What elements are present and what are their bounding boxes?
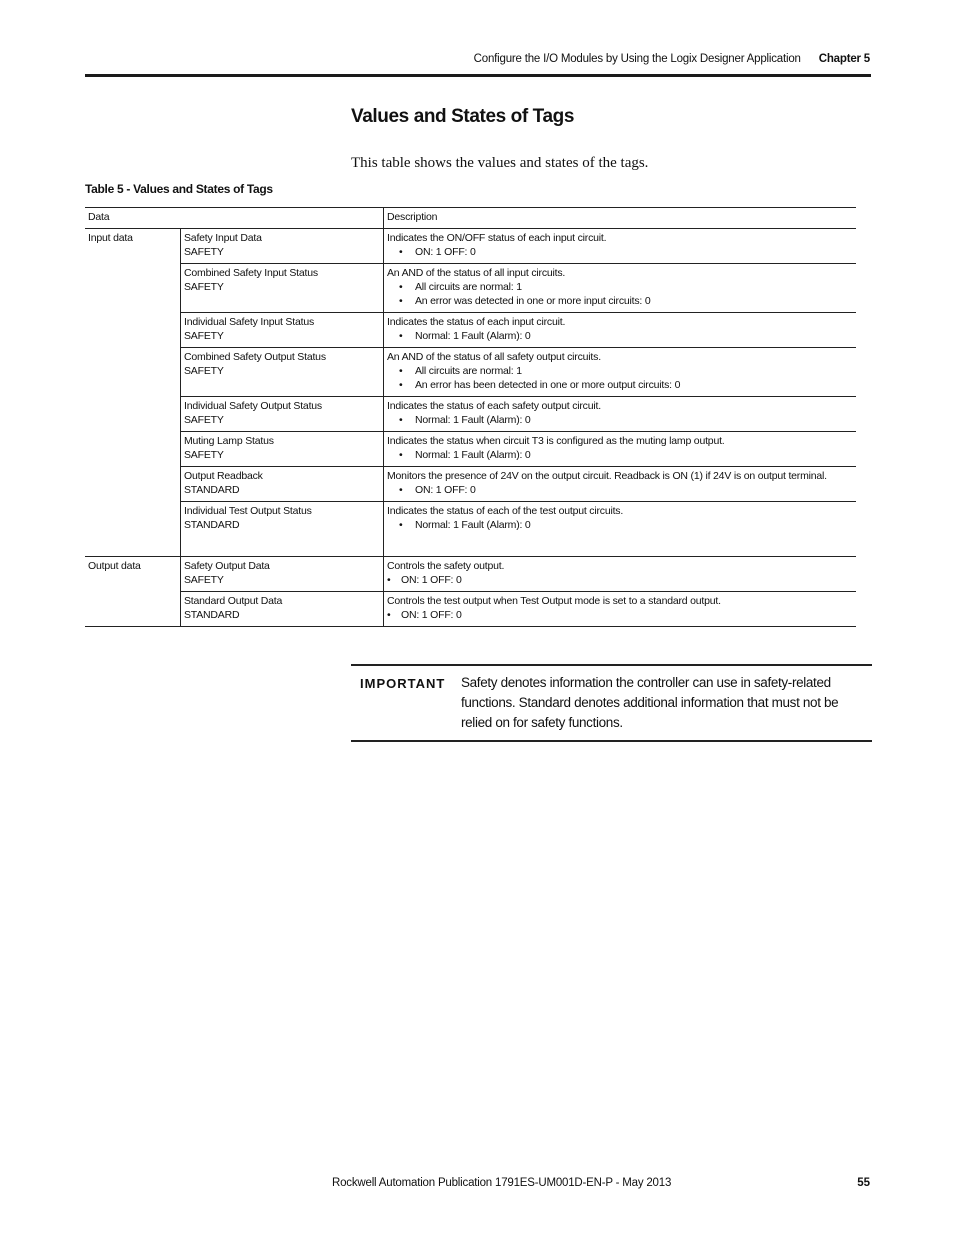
- footer-publication: Rockwell Automation Publication 1791ES-UM001D-EN-P - May 2013: [332, 1177, 672, 1189]
- bullet-item: • Normal: 1 Fault (Alarm): 0: [387, 413, 853, 427]
- tag-name: Combined Safety Output Status: [184, 351, 326, 363]
- table-row: [85, 557, 856, 592]
- table-row: [85, 592, 856, 627]
- page-number: 55: [857, 1177, 870, 1189]
- important-text: Safety denotes information the controller can use in safety-related functions. Standard denotes additional information that must not be relied on for safety functions.: [461, 675, 839, 730]
- bullet-item: • Normal: 1 Fault (Alarm): 0: [387, 448, 853, 462]
- tag-description: Controls the safety output.: [387, 560, 505, 572]
- bullet-item: • ON: 1 OFF: 0: [387, 573, 853, 587]
- table-row: [85, 432, 856, 467]
- tag-name: Combined Safety Input Status: [184, 267, 318, 279]
- bullet-item: • ON: 1 OFF: 0: [387, 245, 853, 259]
- tag-description: Indicates the status of each of the test output circuits.: [387, 505, 624, 517]
- tag-description: Indicates the status of each safety output circuit.: [387, 400, 601, 412]
- tag-name: Standard Output Data: [184, 595, 283, 607]
- tag-description: Indicates the status of each input circuit.: [387, 316, 566, 328]
- bullet-item: • Normal: 1 Fault (Alarm): 0: [387, 329, 853, 343]
- tag-name: Individual Safety Output Status: [184, 400, 322, 412]
- tag-name: Individual Test Output Status: [184, 505, 312, 517]
- intro-text: This table shows the values and states of the tags.: [351, 155, 649, 171]
- tag-type: SAFETY: [184, 414, 224, 426]
- tag-type: SAFETY: [184, 330, 224, 342]
- tag-description: An AND of the status of all input circuits.: [387, 267, 566, 279]
- bullet-item: • All circuits are normal: 1: [387, 280, 853, 294]
- bullet-item: • An error was detected in one or more input circuits: 0: [387, 294, 853, 308]
- tag-description: Indicates the status when circuit T3 is configured as the muting lamp output.: [387, 435, 725, 447]
- tag-description: Indicates the ON/OFF status of each input circuit.: [387, 232, 607, 244]
- tag-type: STANDARD: [184, 484, 240, 496]
- table-header-row: [85, 208, 856, 229]
- group-label-output: Output data: [85, 557, 181, 627]
- tag-type: SAFETY: [184, 574, 224, 586]
- tag-name: Safety Input Data: [184, 232, 262, 244]
- table-row: [85, 348, 856, 397]
- tag-description: An AND of the status of all safety output circuits.: [387, 351, 601, 363]
- bullet-item: • An error has been detected in one or more output circuits: 0: [387, 378, 853, 392]
- group-label-input: Input data: [85, 229, 181, 557]
- header-rule: [85, 74, 871, 77]
- tag-type: STANDARD: [184, 609, 240, 621]
- tag-name: Muting Lamp Status: [184, 435, 274, 447]
- tag-type: SAFETY: [184, 246, 224, 258]
- tag-name: Individual Safety Input Status: [184, 316, 315, 328]
- header-chapter: Chapter 5: [818, 53, 870, 65]
- table-row: [85, 264, 856, 313]
- important-note: [351, 664, 872, 742]
- bullet-item: • Normal: 1 Fault (Alarm): 0: [387, 518, 853, 532]
- tag-description: Monitors the presence of 24V on the output circuit. Readback is ON (1) if 24V is on output terminal.: [387, 470, 827, 482]
- table-row: [85, 229, 856, 264]
- tag-type: SAFETY: [184, 281, 224, 293]
- section-title: Values and States of Tags: [351, 106, 575, 127]
- running-header: [474, 53, 870, 65]
- tag-name: Output Readback: [184, 470, 263, 482]
- bullet-item: • All circuits are normal: 1: [387, 364, 853, 378]
- bullet-item: • ON: 1 OFF: 0: [387, 608, 853, 622]
- tags-table: [85, 207, 856, 627]
- table-row: [85, 502, 856, 557]
- important-label: IMPORTANT: [360, 676, 446, 691]
- bullet-item: • ON: 1 OFF: 0: [387, 483, 853, 497]
- tag-name: Safety Output Data: [184, 560, 270, 572]
- tag-type: SAFETY: [184, 449, 224, 461]
- tag-type: SAFETY: [184, 365, 224, 377]
- table-row: [85, 467, 856, 502]
- table-row: [85, 397, 856, 432]
- table-row: [85, 313, 856, 348]
- header-description: Description: [384, 208, 857, 229]
- tag-type: STANDARD: [184, 519, 240, 531]
- header-data: Data: [85, 208, 384, 229]
- tag-description: Controls the test output when Test Output mode is set to a standard output.: [387, 595, 721, 607]
- header-title: Configure the I/O Modules by Using the Logix Designer Application: [473, 53, 801, 65]
- table-caption: Table 5 - Values and States of Tags: [85, 182, 273, 196]
